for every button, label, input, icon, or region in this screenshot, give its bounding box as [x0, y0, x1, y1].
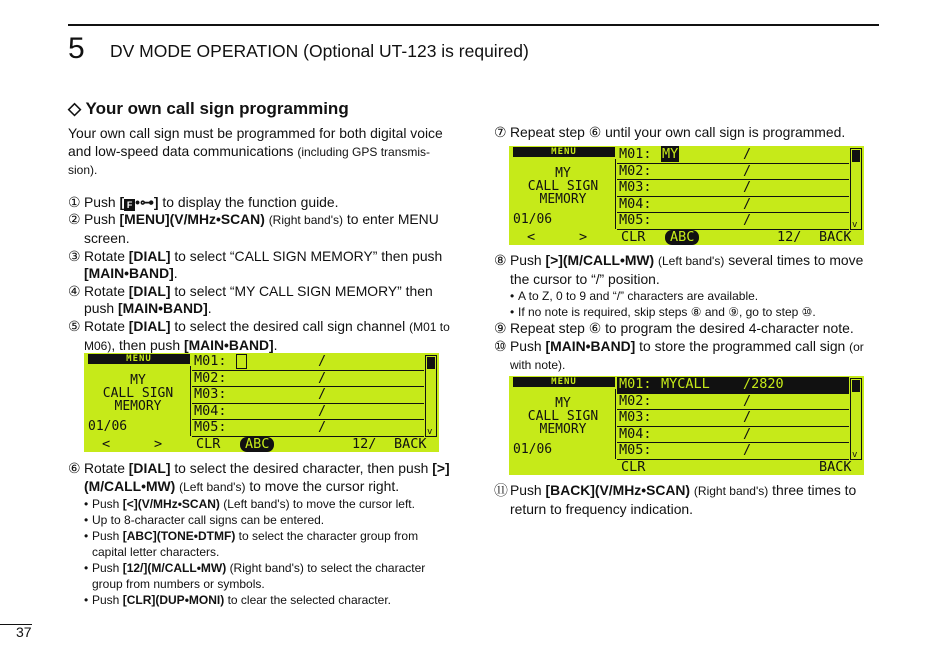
bullet-item: • If no note is required, skip steps ⑧ and ⑨, go to step ⑩. [510, 305, 816, 320]
lcd-rows [617, 377, 849, 460]
lcd-row: M05: / [617, 213, 849, 230]
lcd-row: M03: / [617, 180, 849, 197]
lcd-softkey-12: 12/ [777, 229, 802, 245]
step-1: ① Push [ F •⊶] to display the function guide. [68, 193, 339, 210]
lcd-cursor-text: MY [662, 146, 679, 162]
lcd-channel: 01/06 [513, 442, 553, 457]
lcd-screen-empty [84, 353, 439, 452]
lcd-softkeys [509, 230, 864, 245]
lcd-softkey-clr: CLR [621, 229, 646, 245]
right-column-middle [494, 252, 879, 375]
lcd-label-memory: MEMORY [539, 192, 587, 207]
lcd-cursor [236, 354, 247, 369]
lcd-softkey-12: 12/ [352, 436, 377, 452]
step-2: ② Push [MENU](V/MHz•SCAN) (Right band's) to enter MENU screen. [68, 211, 439, 246]
lcd-row: M02: / [617, 394, 849, 411]
lcd-row: M05: / [192, 420, 424, 437]
lcd-softkeys [84, 437, 439, 452]
lcd-softkey-abc: ABC [240, 437, 274, 452]
bullet-item: • Up to 8-character call signs can be entered. [84, 513, 325, 528]
section-title: ◇ Your own call sign programming [68, 99, 349, 118]
step-3: ③ Rotate [DIAL] to select “CALL SIGN MEMORY” then push [MAIN•BAND]. [68, 247, 443, 282]
lcd-screen-mycall [509, 376, 864, 475]
step-10: ⑩ Push [MAIN•BAND] to store the programmed call sign (or with note). [494, 337, 864, 373]
step-8: ⑧ Push [>](M/CALL•MW) (Left band's) several times to move the cursor to “/” position. [494, 252, 864, 287]
lcd-row: M05: / [617, 443, 849, 460]
lcd-row: M04: / [192, 404, 424, 421]
lcd-menu-tab: MENU [513, 147, 615, 157]
lcd-row: M04: / [617, 427, 849, 444]
lcd-row: M01: MY / [617, 147, 849, 164]
step-11: ⑪ Push [BACK](V/MHz•SCAN) (Right band's) three times to return to frequency indication. [494, 482, 857, 517]
left-column-lower [68, 460, 453, 608]
step-6: ⑥ Rotate [DIAL] to select the desired character, then push [>](M/CALL•MW) (Left band's) to move the cursor right. [68, 460, 450, 494]
lcd-label-callsign: CALL SIGN [527, 409, 599, 424]
lcd-scrollbar: v [425, 355, 437, 437]
lcd-softkey-back: BACK [394, 436, 427, 452]
step-9: ⑨ Repeat step ⑥ to program the desired 4-character note. [494, 320, 854, 337]
intro-paragraph: Your own call sign must be programmed for both digital voice and low-speed data communications (including GPS transmis-sion). [68, 125, 443, 178]
lcd-softkey-abc: ABC [665, 230, 699, 245]
lcd-rows [192, 354, 424, 437]
step-4: ④ Rotate [DIAL] to select “MY CALL SIGN MEMORY” then push [MAIN•BAND]. [68, 282, 433, 317]
lcd-screen-my [509, 146, 864, 245]
lcd-row: M03: / [192, 387, 424, 404]
step-5: ⑤ Rotate [DIAL] to select the desired call sign channel (M01 to M06), then push [MAIN•BAND]. [68, 317, 450, 353]
step-7: ⑦ Repeat step ⑥ until your own call sign is programmed. [494, 124, 846, 140]
lcd-label-my: MY [555, 166, 571, 181]
bullet-item: • Push [ABC](TONE•DTMF) to select the character group from capital letter characters. [84, 529, 419, 560]
lcd-softkey-clr: CLR [196, 436, 221, 452]
lcd-channel: 01/06 [88, 419, 128, 434]
lcd-label-my: MY [555, 396, 571, 411]
page-number: 37 [16, 624, 32, 640]
left-column [68, 125, 453, 355]
bullet-item: • A to Z, 0 to 9 and “/” characters are available. [510, 289, 759, 304]
lcd-softkey-right: > [579, 229, 588, 245]
header-rule [68, 24, 879, 26]
lcd-label-memory: MEMORY [114, 399, 162, 414]
lcd-scrollbar: v [850, 378, 862, 460]
lcd-label-callsign: CALL SIGN [527, 179, 599, 194]
chapter-title: DV MODE OPERATION (Optional UT-123 is required) [110, 41, 529, 61]
lcd-rows [617, 147, 849, 230]
lcd-label-callsign: CALL SIGN [102, 386, 174, 401]
lcd-softkey-left: < [527, 229, 536, 245]
bullet-item: • Push [<](V/MHz•SCAN) (Left band's) to move the cursor left. [84, 497, 415, 512]
lcd-menu-tab: MENU [88, 354, 190, 364]
lcd-softkey-clr: CLR [621, 459, 646, 475]
lcd-row: M01: / [192, 354, 424, 371]
lcd-softkeys [509, 460, 864, 475]
function-key-icon: F [124, 199, 135, 211]
lcd-channel: 01/06 [513, 212, 553, 227]
lcd-softkey-left: < [102, 436, 111, 452]
bullet-item: • Push [12/](M/CALL•MW) (Right band's) to select the character group from numbers or symbols. [84, 561, 426, 592]
lcd-softkey-back: BACK [819, 229, 852, 245]
chapter-number: 5 [68, 32, 85, 65]
lcd-row: M04: / [617, 197, 849, 214]
lcd-label-my: MY [130, 373, 146, 388]
lcd-softkey-back: BACK [819, 459, 852, 475]
lcd-row: M02: / [617, 164, 849, 181]
lcd-softkey-right: > [154, 436, 163, 452]
lcd-row: M03: / [617, 410, 849, 427]
lcd-row: M02: / [192, 371, 424, 388]
lcd-scrollbar: v [850, 148, 862, 230]
lcd-label-memory: MEMORY [539, 422, 587, 437]
bullet-item: • Push [CLR](DUP•MONI) to clear the selected character. [84, 593, 391, 608]
lcd-menu-tab: MENU [513, 377, 615, 387]
lcd-row-selected: M01: MYCALL /2820 [617, 377, 849, 394]
